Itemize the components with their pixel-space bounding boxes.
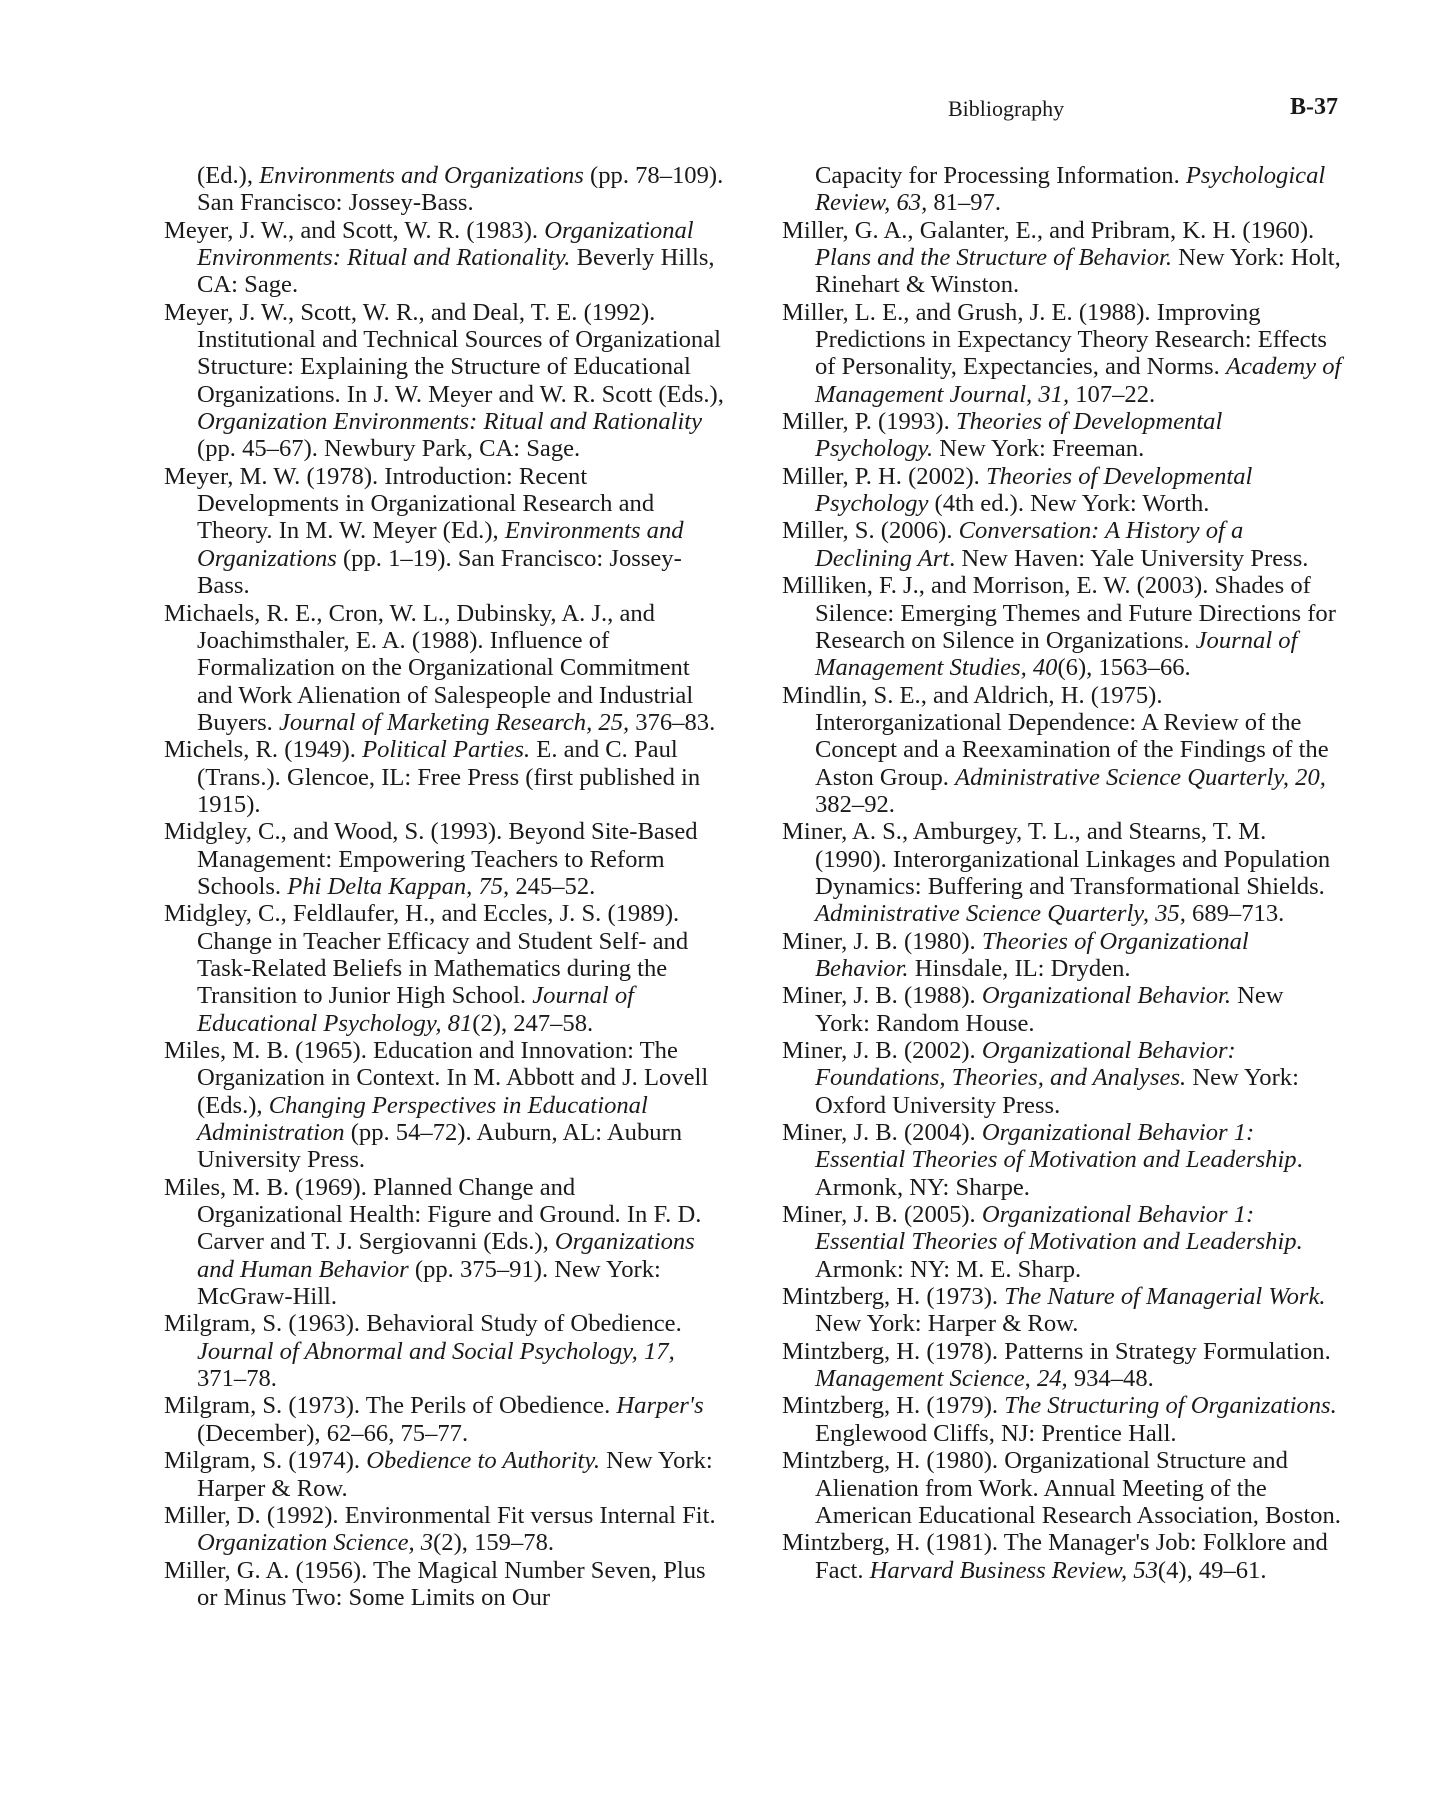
- bib-entry-continued: [782, 162, 1342, 217]
- bib-entry: [782, 463, 1342, 518]
- bib-entry-title: 24,: [1036, 1365, 1068, 1393]
- bib-entry-title: Organization Science, 3: [197, 1529, 434, 1557]
- bib-entry-title: Obedience to Authority.: [366, 1447, 601, 1475]
- bib-entry: [782, 1119, 1342, 1201]
- bib-entry: [164, 1447, 724, 1502]
- bib-entry-text: Miner, J. B. (2002).: [782, 1037, 982, 1064]
- bib-entry: [164, 463, 724, 600]
- bib-entry-title: Theories of Developmental Psychology.: [815, 408, 1223, 463]
- bib-entry-text: Miller, L. E., and Grush, J. E. (1988). Improving Predictions in Expectancy Theory Research: Effects of Personality, Expectancies, and Norms.: [782, 298, 1327, 381]
- bib-entry: [782, 928, 1342, 983]
- bib-entry-title: The Structuring of Organizations.: [1004, 1392, 1337, 1420]
- bib-entry: [164, 900, 724, 1037]
- bib-entry-text: Miner, J. B. (2005).: [782, 1201, 982, 1229]
- bib-entry-title: Theories of Developmental Psychology: [815, 462, 1253, 518]
- bib-entry-text: Miller, G. A., Galanter, E., and Pribram, K. H. (1960).: [782, 216, 1315, 244]
- bib-entry-text: 245–52.: [509, 872, 596, 900]
- bib-entry: [164, 600, 724, 737]
- section-title: Bibliography: [948, 96, 1065, 121]
- bib-entry-text: New York: Oxford University Press.: [815, 1064, 1299, 1119]
- bib-entry-text: Mintzberg, H. (1978). Patterns in Strategy Formulation.: [782, 1337, 1331, 1365]
- bib-entry-title: Changing Perspectives in Educational Administration: [197, 1091, 648, 1147]
- bib-entry-text: (pp. 375–91). New York: McGraw-Hill.: [197, 1255, 661, 1311]
- bib-entry-text: Miller, G. A. (1956). The Magical Number Seven, Plus or Minus Two: Some Limits on Our: [164, 1556, 706, 1611]
- bib-entry-title: Organizations and Human Behavior: [197, 1228, 695, 1283]
- bib-entry: [782, 682, 1342, 819]
- bib-entry-text: 371–78.: [197, 1365, 277, 1393]
- bib-entry-text: New York: Harper & Row.: [197, 1447, 713, 1502]
- bib-entry-title: The Nature of Managerial Work.: [1004, 1283, 1326, 1311]
- bib-entry: [782, 1037, 1342, 1119]
- bib-entry-text: (6), 1563–66.: [1057, 654, 1191, 682]
- bib-entry: [782, 408, 1342, 463]
- bib-entry-title: Journal of Marketing Research, 25,: [278, 708, 630, 736]
- bib-entry: [782, 1447, 1342, 1529]
- bib-entry: [782, 517, 1342, 572]
- bib-entry-title: Conversation: A History of a Declining Art: [815, 517, 1244, 572]
- bib-entry-title: Organizational Environments: Ritual and Rationality.: [197, 216, 694, 272]
- bib-entry-text: Michels, R. (1949).: [164, 736, 363, 764]
- bib-entry-text: Miner, J. B. (1988).: [782, 982, 982, 1010]
- bib-entry-text: Meyer, M. W. (1978). Introduction: Recent Developments in Organizational Research and Theory. In M. W. Meyer (Ed.),: [164, 462, 655, 545]
- bib-entry-text: Miles, M. B. (1965). Education and Innovation: The Organization in Context. In M. Abbott and J. Lovell (Eds.),: [164, 1037, 709, 1119]
- bib-entry-title: Organizational Behavior: Foundations, Theories, and Analyses.: [815, 1037, 1236, 1092]
- bib-entry-text: Capacity for Processing Information.: [815, 162, 1186, 189]
- bib-entry-text: Michaels, R. E., Cron, W. L., Dubinsky, A. J., and Joachimsthaler, E. A. (1988). Influence of Formalization on the Organizational Commitment and Work Alienation of Salespeople and Industrial Buyers.: [164, 599, 694, 736]
- bib-entry-text: Miller, P. (1993).: [782, 408, 956, 436]
- bib-entry: [782, 299, 1342, 408]
- bib-entry-text: Milliken, F. J., and Morrison, E. W. (2003). Shades of Silence: Emerging Themes and Future Directions for Research on Silence in Organizations.: [782, 572, 1336, 654]
- bib-entry-text: 382–92.: [815, 790, 895, 818]
- bib-entry: [782, 1338, 1342, 1393]
- bib-entry-title: Environments and Organizations: [259, 162, 584, 189]
- left-column: [164, 162, 724, 1611]
- bib-entry: [164, 299, 724, 463]
- bib-entry-text: (2), 159–78.: [433, 1529, 555, 1557]
- bib-entry-text: Mintzberg, H. (1979).: [782, 1392, 1005, 1420]
- bib-entry-text: Miner, J. B. (2004).: [782, 1119, 982, 1147]
- bib-entry: [164, 1502, 724, 1557]
- bib-entry-text: (pp. 54–72). Auburn, AL: Auburn University Press.: [197, 1119, 683, 1174]
- page-number: B-37: [1290, 94, 1338, 120]
- bib-entry-title: Psychological Review, 63,: [815, 162, 1326, 217]
- bib-entry-text: 689–713.: [1185, 900, 1285, 928]
- bib-entry-text: (4th ed.). New York: Worth.: [928, 490, 1210, 518]
- bib-entry-text: Miner, A. S., Amburgey, T. L., and Stearns, T. M. (1990). Interorganizational Linkages and Population Dynamics: Buffering and Transformational Shields.: [782, 818, 1331, 900]
- bib-entry-text: Milgram, S. (1963). Behavioral Study of Obedience.: [164, 1310, 682, 1338]
- bib-entry-title: Theories of Organizational Behavior.: [815, 927, 1249, 982]
- bib-entry-text: Miller, D. (1992). Environmental Fit versus Internal Fit.: [164, 1501, 716, 1529]
- bib-entry-text: Hinsdale, IL: Dryden.: [908, 954, 1131, 982]
- bib-entry-title: Journal of Abnormal and Social Psychology, 17,: [197, 1337, 675, 1365]
- bib-entry-title: Organizational Behavior.: [981, 982, 1231, 1010]
- bib-entry-title: Administrative Science Quarterly, 35,: [815, 900, 1186, 928]
- bib-entry-text: Midgley, C., and Wood, S. (1993). Beyond Site-Based Management: Empowering Teachers to Reform Schools.: [164, 818, 698, 900]
- bib-entry-text: Miles, M. B. (1969). Planned Change and Organizational Health: Figure and Ground. In F. D. Carver and T. J. Sergiovanni (Eds.),: [164, 1173, 702, 1256]
- bib-entry-text: 81–97.: [927, 189, 1002, 217]
- bib-entry-title: Journal of Management Studies, 40: [815, 626, 1298, 682]
- bib-entry-text: Miller, P. H. (2002).: [782, 462, 986, 490]
- bib-entry-title: Organizational Behavior 1: Essential Theories of Motivation and Leadership.: [815, 1201, 1303, 1256]
- bib-entry-text: New York: Random House.: [815, 982, 1284, 1037]
- bib-entry-text: 376–83.: [629, 708, 716, 736]
- bib-entry: [782, 982, 1342, 1037]
- bib-entry-title: Harper's: [616, 1392, 704, 1420]
- bib-entry: [164, 217, 724, 299]
- bib-entry-text: Midgley, C., Feldlaufer, H., and Eccles, J. S. (1989). Change in Teacher Efficacy and Student Self- and Task-Related Beliefs in Mathematics during the Transition to Junior High School.: [164, 900, 689, 1010]
- bib-entry: [782, 572, 1342, 681]
- bib-entry-text: Mintzberg, H. (1981). The Manager's Job: Folklore and Fact.: [782, 1529, 1328, 1584]
- bib-entry-text: Milgram, S. (1973). The Perils of Obedience.: [164, 1392, 617, 1420]
- bib-entry-text: Miller, S. (2006).: [782, 517, 959, 545]
- bib-entry: [164, 1037, 724, 1174]
- bib-entry: [782, 1201, 1342, 1283]
- bib-entry-text: New York: Freeman.: [933, 435, 1145, 463]
- bib-entry-title: Management Science: [815, 1365, 1025, 1393]
- bib-entry-title: Organizational Behavior 1: Essential Theories of Motivation and Leadership: [815, 1119, 1297, 1174]
- bib-entry-title: Phi Delta Kappan, 75,: [287, 872, 510, 900]
- bib-entry-text: Meyer, J. W., Scott, W. R., and Deal, T. E. (1992). Institutional and Technical Sources of Organizational Structure: Explaining the Structure of Educational Organizations. In J. W. Meyer and W. R. Scott (Eds.),: [164, 298, 724, 408]
- bib-entry: [782, 1392, 1342, 1447]
- bib-entry-title: Academy of Management Journal, 31,: [815, 353, 1342, 408]
- bib-entry: [782, 1283, 1342, 1338]
- bib-entry-continued: [164, 162, 724, 217]
- bib-entry: [164, 736, 724, 818]
- bib-entry: [164, 818, 724, 900]
- bib-entry: [164, 1174, 724, 1311]
- bib-entry-text: Armonk: NY: M. E. Sharp.: [815, 1255, 1082, 1283]
- running-head: [0, 96, 1452, 126]
- bib-entry-text: E. and C. Paul (Trans.). Glencoe, IL: Free Press (first published in 1915).: [197, 736, 701, 818]
- bib-entry: [164, 1557, 724, 1612]
- bib-entry-text: ,: [1024, 1365, 1037, 1393]
- bib-entry-text: Mintzberg, H. (1980). Organizational Structure and Alienation from Work. Annual Meeting of the American Educational Research Association, Boston.: [782, 1447, 1341, 1529]
- bib-entry-text: . New Haven: Yale University Press.: [949, 544, 1309, 572]
- bib-entry-text: Meyer, J. W., and Scott, W. R. (1983).: [164, 216, 545, 244]
- bib-entry-text: (2), 247–58.: [472, 1009, 594, 1037]
- bib-entry-text: . Armonk, NY: Sharpe.: [815, 1146, 1303, 1201]
- bib-entry-text: Beverly Hills, CA: Sage.: [197, 244, 715, 299]
- bib-entry-text: (pp. 45–67). Newbury Park, CA: Sage.: [197, 435, 581, 463]
- bib-entry-title: Environments and Organizations: [197, 517, 684, 572]
- bib-entry-text: Mintzberg, H. (1973).: [782, 1283, 1005, 1311]
- bib-entry-text: (December), 62–66, 75–77.: [197, 1419, 469, 1447]
- bib-entry-title: Plans and the Structure of Behavior.: [815, 244, 1173, 272]
- bib-entry-text: (Ed.),: [197, 162, 260, 189]
- bib-entry-title: Political Parties.: [362, 736, 531, 764]
- bib-entry-title: Harvard Business Review, 53: [869, 1556, 1158, 1584]
- bib-entry-text: Miner, J. B. (1980).: [782, 927, 982, 955]
- bib-entry-title: Journal of Educational Psychology, 81: [197, 982, 635, 1037]
- bib-entry-text: 934–48.: [1067, 1365, 1154, 1393]
- right-column: [782, 162, 1342, 1584]
- bib-entry-text: (pp. 1–19). San Francisco: Jossey-Bass.: [197, 544, 682, 600]
- bib-entry-text: New York: Holt, Rinehart & Winston.: [815, 244, 1341, 299]
- bib-entry: [782, 1529, 1342, 1584]
- bib-entry: [164, 1392, 724, 1447]
- bib-entry-text: 107–22.: [1069, 380, 1156, 408]
- bib-entry-text: (pp. 78–109). San Francisco: Jossey-Bass.: [197, 162, 724, 217]
- bib-entry: [164, 1310, 724, 1392]
- bib-entry-title: Administrative Science Quarterly, 20,: [955, 763, 1326, 791]
- bib-entry-text: Mindlin, S. E., and Aldrich, H. (1975). Interorganizational Dependence: A Review of the Concept and a Reexamination of the Findings of the Aston Group.: [782, 681, 1329, 791]
- bib-entry: [782, 818, 1342, 927]
- bib-entry: [782, 217, 1342, 299]
- bib-entry-text: New York: Harper & Row.: [815, 1310, 1079, 1338]
- bib-entry-text: (4), 49–61.: [1157, 1556, 1267, 1584]
- bib-entry-text: Milgram, S. (1974).: [164, 1447, 367, 1475]
- bib-entry-title: Organization Environments: Ritual and Rationality: [197, 408, 703, 436]
- bib-entry-text: Englewood Cliffs, NJ: Prentice Hall.: [815, 1419, 1177, 1447]
